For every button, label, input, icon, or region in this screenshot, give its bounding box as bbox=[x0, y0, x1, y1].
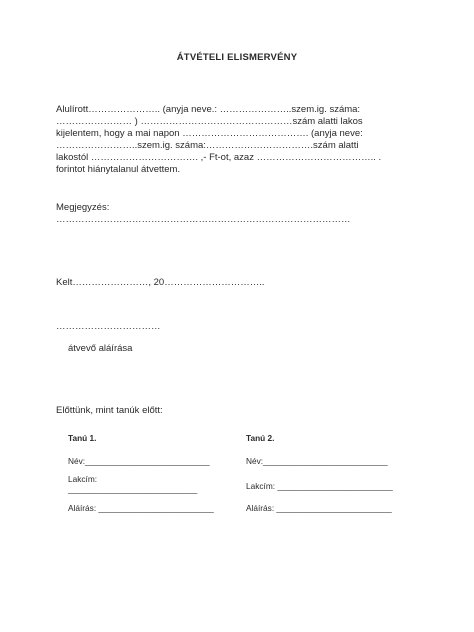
witness-2-name-line: Név:___________________________ bbox=[246, 456, 388, 466]
body-line-3: kijelentem, hogy a mai napon …………………………………. (anyja neve: bbox=[56, 128, 363, 139]
witness-2-signature-line: Aláírás: _________________________ bbox=[246, 503, 392, 513]
body-line-1: Alulírott………………….. (anyja neve.: …………………..szem.ig. száma: bbox=[56, 104, 361, 115]
witness-intro: Előttünk, mint tanúk előtt: bbox=[56, 405, 163, 416]
body-line-5: lakostól ……………………………. ,- Ft-ot, azaz ……………………………….. . bbox=[56, 152, 382, 163]
body-line-6: forintot hiánytalanul átvettem. bbox=[56, 164, 181, 175]
remark-dots: ………………………………………………………………………………… bbox=[56, 214, 351, 225]
signature-label: átvevő aláírása bbox=[68, 343, 133, 354]
document-title: ÁTVÉTELI ELISMERVÉNY bbox=[176, 52, 298, 63]
witness-1-name-line: Név:___________________________ bbox=[68, 456, 210, 466]
witness-1-signature-line: Aláírás: _________________________ bbox=[68, 503, 214, 513]
body-line-4: ……………………..szem.ig. száma:…………………………….szám alatti bbox=[56, 140, 359, 151]
date-line: Kelt……………………, 20………………………….. bbox=[56, 277, 265, 288]
witness-2-address-line: Lakcím: _________________________ bbox=[246, 481, 393, 491]
signature-dots: …………………………… bbox=[56, 321, 161, 332]
remark-label: Megjegyzés: bbox=[56, 202, 110, 213]
witness-1-heading: Tanú 1. bbox=[68, 433, 97, 443]
witness-1-address-line: ____________________________ bbox=[68, 484, 198, 494]
body-line-2: …………………… ) …………………………………………szám alatti lakos bbox=[56, 116, 363, 127]
witness-1-address-label: Lakcím: bbox=[68, 474, 98, 484]
witness-2-heading: Tanú 2. bbox=[246, 433, 275, 443]
